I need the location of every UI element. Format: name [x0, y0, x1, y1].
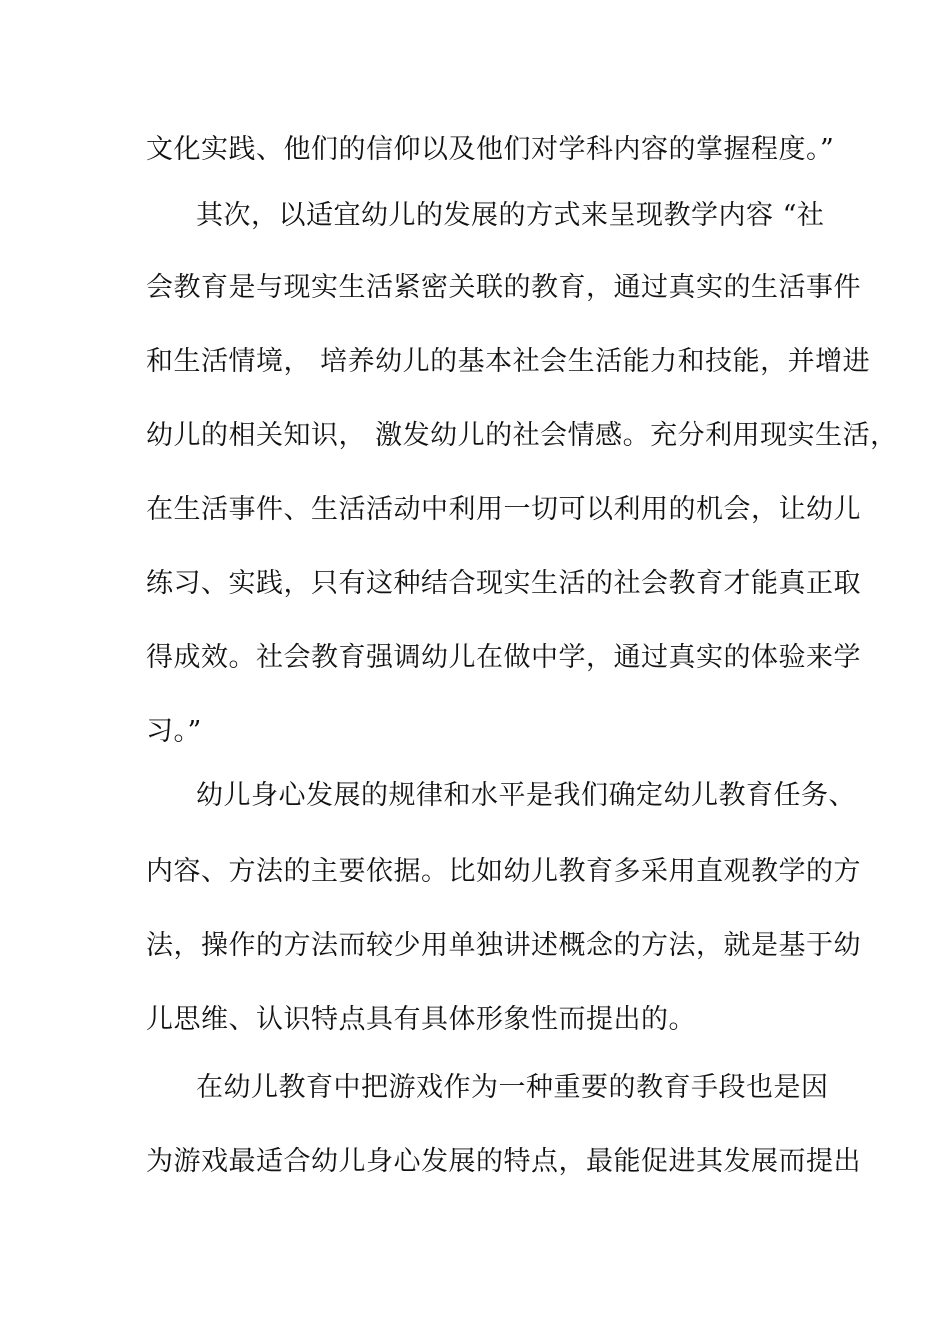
text-line-5: 幼儿的相关知识， 激发幼儿的社会情感。充分利用现实生活， — [146, 420, 898, 451]
text-line-2: 其次，以适宜幼儿的发展的方式来呈现教学内容 “社 — [196, 200, 825, 231]
text-line-15: 为游戏最适合幼儿身心发展的特点，最能促进其发展而提出 — [146, 1146, 861, 1177]
text-line-4: 和生活情境， 培养幼儿的基本社会生活能力和技能，并增进 — [146, 346, 871, 377]
text-line-8: 得成效。社会教育强调幼儿在做中学，通过真实的体验来学 — [146, 642, 861, 673]
text-line-9: 习。” — [146, 716, 202, 747]
text-line-14: 在幼儿教育中把游戏作为一种重要的教育手段也是因 — [196, 1072, 829, 1103]
text-line-1: 文化实践、他们的信仰以及他们对学科内容的掌握程度。” — [146, 134, 835, 165]
text-line-13: 儿思维、认识特点具有具体形象性而提出的。 — [146, 1004, 696, 1035]
text-line-6: 在生活事件、生活活动中利用一切可以利用的机会，让幼儿 — [146, 494, 861, 525]
text-line-12: 法，操作的方法而较少用单独讲述概念的方法，就是基于幼 — [146, 930, 861, 961]
text-line-3: 会教育是与现实生活紧密关联的教育，通过真实的生活事件 — [146, 272, 861, 303]
text-line-7: 练习、实践，只有这种结合现实生活的社会教育才能真正取 — [146, 568, 861, 599]
text-line-11: 内容、方法的主要依据。比如幼儿教育多采用直观教学的方 — [146, 856, 861, 887]
text-line-10: 幼儿身心发展的规律和水平是我们确定幼儿教育任务、 — [196, 780, 856, 811]
